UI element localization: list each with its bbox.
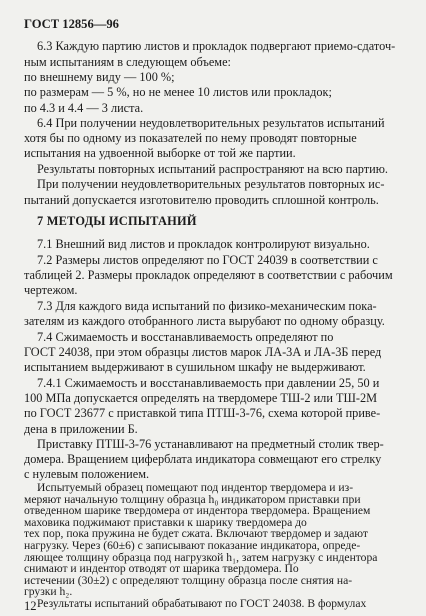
text-line: снимают и индентор отводят от шарика твердомера. По [24,562,299,576]
page-number: 12 [24,599,37,613]
text-line: по размерам — 5 %, но не менее 10 листов или прокладок; [24,85,332,99]
text-line: таблицей 2. Размеры прокладок определяют в соответствии с рабочим [24,268,393,282]
text-line: по 4.3 и 4.4 — 3 листа. [24,101,144,115]
text-line: 6.3 Каждую партию листов и прокладок подвергают приемо-сдаточ- [37,39,396,53]
text-line: по внешнему виду — 100 %; [24,70,175,84]
text-line: 7.1 Внешний вид листов и прокладок контролируют визуально. [37,237,370,251]
text-line: по ГОСТ 23677 с приставкой типа ПТШ-3-76, схема которой приве- [24,406,381,420]
text-line: Результаты повторных испытаний распространяют на всю партию. [37,162,388,176]
text-line: домера. Вращением циферблата индикатора совмещают его стрелку [24,452,382,466]
text-line: с нулевым положением. [24,467,150,481]
text-line: нагрузку. Через (60±6) с записывают показание индикатора, опреде- [24,539,361,552]
text-line: Испытуемый образец помещают под индентор твердомера и из- [37,481,354,494]
text-line: ным испытаниям в следующем объеме: [24,55,231,69]
text-line: дена в приложении Б. [24,422,138,436]
text-line: 100 МПа допускается определять на твердомере ТШ-2 или ТШ-2М [24,391,378,405]
text-line: испытания на удвоенной выборке от той же партии. [24,146,296,160]
text-line: отведенном шарике твердомера от индентора твердомера. Вращением [24,504,371,518]
section-heading: 7 МЕТОДЫ ИСПЫТАНИЙ [37,214,197,228]
page-header: ГОСТ 12856—96 [24,17,119,31]
text-line: 6.4 При получении неудовлетворительных результатов испытаний [37,116,385,130]
text-line: меряют начальную толщину образца h₀ индикатором приставки при [24,492,361,506]
text-line: При получении неудовлетворительных результатов повторных ис- [37,177,385,191]
text-line: 7.4 Сжимаемость и восстанавливаемость определяют по [37,330,334,344]
text-line: грузки h₂. [24,585,73,599]
text-line: Приставку ПТШ-3-76 устанавливают на предметный столик твер- [37,437,384,451]
text-line: испытанием выдерживают в сушильном шкафу не выдерживают. [24,360,366,374]
text-line: ГОСТ 24038, при этом образцы листов марок ЛА-3А и ЛА-3Б перед [24,345,382,359]
text-line: зателям из каждого отобранного листа вырубают по одному образцу. [24,314,385,328]
text-line: 7.2 Размеры листов определяют по ГОСТ 24039 в соответствии с [37,253,378,267]
text-line: пытаний допускается изготовителю проводить сплошной контроль. [24,193,379,207]
text-line: хотя бы по одному из показателей по нему проводят повторные [24,131,357,145]
text-line: тех пор, пока пружина не будет сжата. Включают твердомер и задают [24,527,368,541]
text-line: 7.3 Для каждого вида испытаний по физико-механическим пока- [37,299,377,313]
text-line: Результаты испытаний обрабатывают по ГОСТ 24038. В формулах [37,597,367,610]
text-line: маховика поджимают приставки к шарику твердомера до [24,515,307,529]
text-line: 7.4.1 Сжимаемость и восстанавливаемость при давлении 25, 50 и [37,376,380,390]
text-line: чертежом. [24,283,78,297]
text-line: ляющее толщину образца под нагрузкой h₁, затем нагрузку с индентора [24,550,378,564]
text-line: истечении (30±2) с определяют толщину образца после снятия на- [24,573,353,587]
